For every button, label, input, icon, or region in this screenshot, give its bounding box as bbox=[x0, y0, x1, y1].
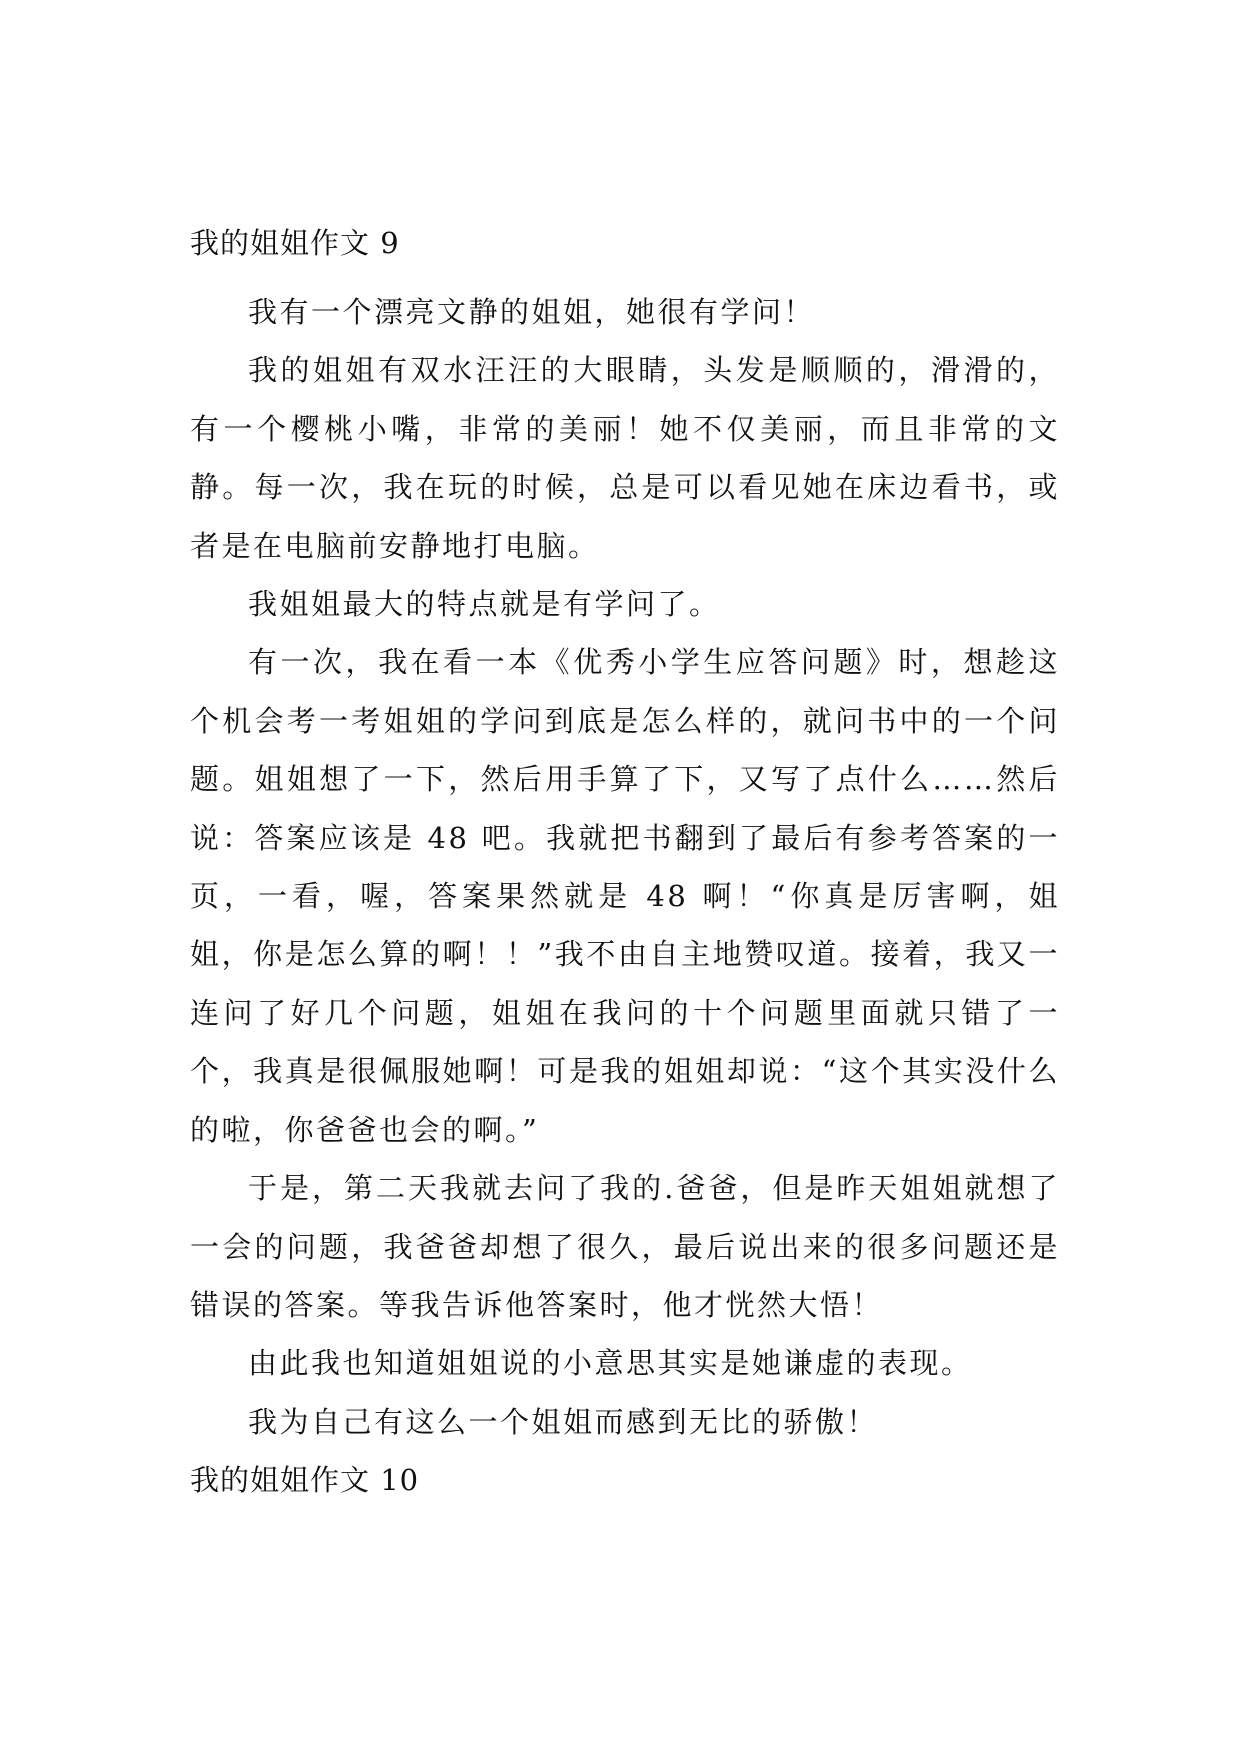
paragraph: 我为自己有这么一个姐姐而感到无比的骄傲！ bbox=[248, 1404, 879, 1439]
essay-title: 我的姐姐作文 9 bbox=[190, 226, 400, 260]
paragraph: 于是，第二天我就去问了我的.爸爸，但是昨天姐姐就想了一会的问题，我爸爸却想了很久，最后说出来的很多问题还是错误的答案。等我告诉他答案时，他才恍然大悟！ bbox=[190, 1171, 1060, 1322]
document-page bbox=[190, 0, 1060, 1754]
essay-body bbox=[190, 283, 1060, 1451]
paragraph: 我有一个漂亮文静的姐姐，她很有学问！ bbox=[248, 295, 816, 329]
next-essay-title: 我的姐姐作文 10 bbox=[190, 1463, 420, 1497]
paragraph: 由此我也知道姐姐说的小意思其实是她谦虚的表现。 bbox=[248, 1346, 973, 1381]
paragraph: 有一次，我在看一本《优秀小学生应答问题》时，想趁这个机会考一考姐姐的学问到底是怎么样的，就问书中的一个问题。姐姐想了一下，然后用手算了下，又写了点什么……然后说：答案应该是 48 吧。我就把书翻到了最后有参考答案的一页，一看，喔，答案果然就是 48 啊！“你真是厉害啊，姐姐，你是怎么算的啊！！”我不由自主地赞叹道。接着，我又一连问了好几个问题，姐姐在我问的十个问题里面就只错了一个，我真是很佩服她啊！可是我的姐姐却说：“这个其实没什么的啦，你爸爸也会的啊。” bbox=[190, 645, 1060, 1147]
paragraph: 我姐姐最大的特点就是有学问了。 bbox=[248, 587, 721, 622]
paragraph: 我的姐姐有双水汪汪的大眼睛，头发是顺顺的，滑滑的，有一个樱桃小嘴，非常的美丽！她不仅美丽，而且非常的文静。每一次，我在玩的时候，总是可以看见她在床边看书，或者是在电脑前安静地打电脑。 bbox=[190, 353, 1060, 563]
